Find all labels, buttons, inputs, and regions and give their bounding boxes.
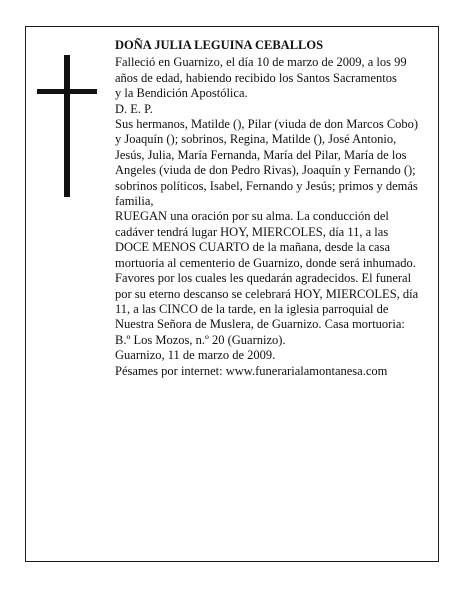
blessing-line: y la Bendición Apostólica.: [115, 86, 248, 101]
rip-line: D. E. P.: [115, 101, 153, 116]
latin-cross-icon: [37, 55, 97, 197]
dateline: Guarnizo, 11 de marzo de 2009.: [115, 348, 276, 363]
cross-vertical-bar: [64, 55, 70, 197]
funeral-request: RUEGAN una oración por su alma. La conducción del cadáver tendrá lugar HOY, MIERCOLES, día 11, a las DOCE MENOS CUARTO de la mañana, desde la casa mortuoria al cementerio de Guarnizo, donde será inhumado. Favores por los cuales les quedarán agradecidos. El funeral por su eterno descanso se celebrará HOY, MIERCOLES, día 11, a las CINCO de la tarde, en la iglesia parroquial de Nuestra Señora de Muslera, de Guarnizo. Casa mortuoria: B.º Los Mozos, n.º 20 (Guarnizo).: [115, 209, 419, 347]
obituary-text: [115, 38, 420, 379]
deceased-name: DOÑA JULIA LEGUINA CEBALLOS: [115, 38, 324, 52]
condolences-line: Pésames por internet: www.funerarialamontanesa.com: [115, 363, 388, 378]
death-info: Falleció en Guarnizo, el día 10 de marzo de 2009, a los 99 años de edad, habiendo recibido los Santos Sacramentos: [115, 55, 407, 85]
cross-horizontal-bar: [37, 89, 97, 94]
family-list: Sus hermanos, Matilde (), Pilar (viuda de don Marcos Cobo) y Joaquín (); sobrinos, Regina, Matilde (), José Antonio, Jesús, Julia, María Fernanda, María del Pilar, María de los Angeles (viuda de don Pedro Rivas), Joaquín y Fernando (); sobrinos políticos, Isabel, Fernando y Jesús; primos y demás familia,: [115, 117, 419, 209]
